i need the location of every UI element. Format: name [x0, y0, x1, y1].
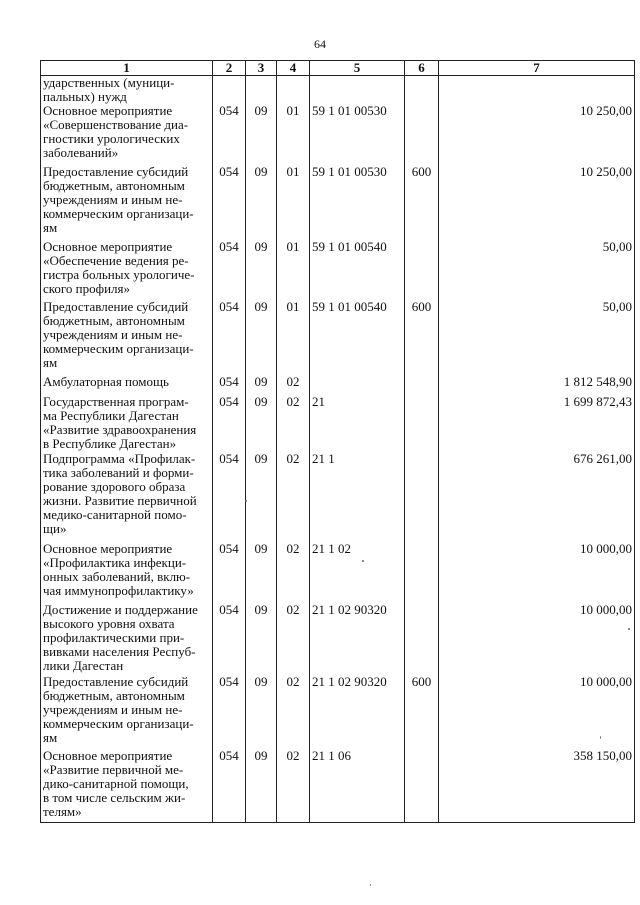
row-section-text: 09 [254, 300, 268, 314]
row-section [246, 675, 277, 749]
row-admin-code [213, 104, 246, 165]
row-subsection-text: 01 [286, 165, 300, 179]
row-expense-type-text: 600 [411, 165, 432, 179]
row-description-text: Предоставление субсидий бюджетным, автономным учреждениям и иным не- коммерческим организаци- ям [43, 165, 194, 235]
row-description [41, 395, 213, 452]
scan-speck [362, 560, 364, 562]
scan-speck [370, 884, 371, 886]
row-expense-type-text: 600 [411, 300, 432, 314]
row-expense-type [405, 104, 439, 165]
row-subsection-text: 02 [286, 395, 300, 409]
row-expense-type-text: 600 [411, 675, 432, 689]
row-section [246, 749, 277, 822]
row-amount-text: 10 000,00 [580, 675, 632, 689]
row-amount [439, 675, 635, 749]
row-section-text: 09 [254, 542, 268, 556]
row-target-article-text: 59 1 01 00530 [312, 165, 387, 179]
row-amount-text: 10 250,00 [580, 104, 632, 118]
row-admin-code-text: 054 [219, 395, 239, 409]
scan-speck [600, 736, 601, 739]
row-section-text: 09 [254, 375, 268, 389]
row-subsection [277, 76, 310, 105]
row-expense-type [405, 375, 439, 395]
row-amount-text: 358 150,00 [573, 749, 632, 763]
table-row [41, 165, 635, 240]
row-section-text: 09 [254, 104, 268, 118]
row-description [41, 375, 213, 395]
row-subsection-text: 01 [286, 300, 300, 314]
row-admin-code [213, 300, 246, 375]
row-description [41, 675, 213, 749]
row-amount [439, 165, 635, 240]
table-row [41, 104, 635, 165]
row-admin-code-text: 054 [219, 165, 239, 179]
row-admin-code-text: 054 [219, 300, 239, 314]
row-expense-type [405, 395, 439, 452]
row-subsection-text: 02 [286, 603, 300, 617]
row-admin-code [213, 675, 246, 749]
row-subsection [277, 375, 310, 395]
table-row [41, 395, 635, 452]
row-subsection [277, 240, 310, 300]
row-target-article-text: 21 1 02 [312, 542, 351, 556]
row-expense-type [405, 240, 439, 300]
row-target-article [310, 165, 405, 240]
col-header-1: 1 [41, 61, 213, 76]
row-admin-code-text: 054 [219, 603, 239, 617]
row-subsection-text: 02 [286, 542, 300, 556]
col-header-4: 4 [277, 61, 310, 76]
row-expense-type [405, 76, 439, 105]
table-row [41, 76, 635, 105]
row-amount-text: 10 000,00 [580, 603, 632, 617]
row-target-article-text: 21 1 02 90320 [312, 603, 387, 617]
row-amount-text: 50,00 [602, 300, 632, 314]
table-row [41, 375, 635, 395]
row-amount-text: 10 250,00 [580, 165, 632, 179]
row-expense-type [405, 452, 439, 542]
row-admin-code-text: 054 [219, 375, 239, 389]
row-target-article-text: 59 1 01 00540 [312, 240, 387, 254]
row-admin-code [213, 76, 246, 105]
row-admin-code [213, 452, 246, 542]
row-subsection [277, 165, 310, 240]
row-section [246, 375, 277, 395]
row-target-article [310, 375, 405, 395]
row-description [41, 542, 213, 603]
row-target-article-text: 21 [312, 395, 325, 409]
row-description-text: Амбулаторная помощь [43, 375, 169, 389]
row-description [41, 104, 213, 165]
row-expense-type [405, 603, 439, 675]
row-section [246, 452, 277, 542]
scan-speck [628, 628, 630, 630]
table-row [41, 675, 635, 749]
row-amount [439, 542, 635, 603]
row-admin-code [213, 375, 246, 395]
row-target-article [310, 452, 405, 542]
scan-speck [245, 500, 247, 502]
row-description [41, 749, 213, 822]
row-target-article [310, 240, 405, 300]
row-description [41, 603, 213, 675]
row-description-text: Государственная програм- ма Республики Дагестан «Развитие здравоохранения в Республике Дагестан» [43, 395, 197, 451]
row-admin-code [213, 395, 246, 452]
row-admin-code-text: 054 [219, 542, 239, 556]
table-row [41, 452, 635, 542]
row-section [246, 104, 277, 165]
row-target-article-text: 21 1 [312, 452, 335, 466]
row-amount-text: 50,00 [602, 240, 632, 254]
row-description-text: Основное мероприятие «Профилактика инфекци- онных заболеваний, вклю- чая иммунопрофилактику» [43, 542, 194, 598]
row-expense-type [405, 749, 439, 822]
table-row [41, 300, 635, 375]
row-subsection [277, 452, 310, 542]
row-section-text: 09 [254, 749, 268, 763]
row-section-text: 09 [254, 452, 268, 466]
row-section [246, 76, 277, 105]
col-header-7: 7 [439, 61, 635, 76]
row-amount [439, 300, 635, 375]
row-amount [439, 76, 635, 105]
col-header-2: 2 [213, 61, 246, 76]
row-target-article [310, 300, 405, 375]
row-subsection [277, 749, 310, 822]
row-section [246, 603, 277, 675]
row-section [246, 542, 277, 603]
row-section [246, 165, 277, 240]
row-subsection [277, 395, 310, 452]
row-section-text: 09 [254, 165, 268, 179]
row-target-article [310, 104, 405, 165]
row-description-text: ударственных (муници- пальных) нужд [43, 75, 175, 104]
row-section-text: 09 [254, 395, 268, 409]
header-row [41, 61, 635, 76]
row-amount [439, 240, 635, 300]
page-number: 64 [314, 37, 326, 51]
row-section [246, 240, 277, 300]
col-header-6: 6 [405, 61, 439, 76]
row-description-text: Подпрограмма «Профилак- тика заболеваний и форми- рование здорового образа жизни. Развитие первичной медико-санитарной помо- щи» [43, 452, 197, 536]
row-section [246, 300, 277, 375]
row-subsection [277, 542, 310, 603]
row-amount [439, 104, 635, 165]
row-subsection-text: 01 [286, 104, 300, 118]
row-target-article-text: 59 1 01 00540 [312, 300, 387, 314]
table-row [41, 603, 635, 675]
row-expense-type [405, 300, 439, 375]
row-target-article-text: 59 1 01 00530 [312, 104, 387, 118]
row-admin-code [213, 603, 246, 675]
row-expense-type [405, 542, 439, 603]
row-description-text: Достижение и поддержание высокого уровня охвата профилактическими при- вивками населения Респуб- лики Дагестан [43, 603, 198, 673]
row-amount-text: 676 261,00 [573, 452, 632, 466]
row-expense-type [405, 165, 439, 240]
row-amount [439, 395, 635, 452]
row-description-text: Основное мероприятие «Совершенствование диа- гностики урологических заболеваний» [43, 104, 189, 160]
row-admin-code [213, 165, 246, 240]
row-description [41, 240, 213, 300]
row-subsection-text: 01 [286, 240, 300, 254]
row-subsection [277, 300, 310, 375]
row-amount [439, 749, 635, 822]
row-subsection-text: 02 [286, 749, 300, 763]
row-admin-code-text: 054 [219, 675, 239, 689]
row-target-article [310, 603, 405, 675]
row-section-text: 09 [254, 675, 268, 689]
row-description [41, 300, 213, 375]
row-target-article-text: 21 1 02 90320 [312, 675, 387, 689]
row-description-text: Основное мероприятие «Развитие первичной ме- дико-санитарной помощи, в том числе сельским жи- телям» [43, 749, 189, 819]
row-admin-code-text: 054 [219, 452, 239, 466]
row-description-text: Предоставление субсидий бюджетным, автономным учреждениям и иным не- коммерческим организаци- ям [43, 300, 194, 370]
row-admin-code-text: 054 [219, 749, 239, 763]
table-row [41, 542, 635, 603]
row-description [41, 165, 213, 240]
row-admin-code-text: 054 [219, 104, 239, 118]
row-admin-code [213, 749, 246, 822]
row-subsection-text: 02 [286, 452, 300, 466]
row-description-text: Основное мероприятие «Обеспечение ведения ре- гистра больных урологиче- ского профиля» [43, 240, 195, 296]
row-admin-code [213, 240, 246, 300]
row-description [41, 452, 213, 542]
row-admin-code-text: 054 [219, 240, 239, 254]
row-section [246, 395, 277, 452]
row-target-article [310, 76, 405, 105]
row-target-article [310, 675, 405, 749]
row-description [41, 76, 213, 105]
row-amount [439, 603, 635, 675]
row-amount-text: 1 812 548,90 [563, 375, 632, 389]
row-target-article-text: 21 1 06 [312, 749, 351, 763]
row-subsection [277, 603, 310, 675]
row-target-article [310, 542, 405, 603]
row-target-article [310, 749, 405, 822]
row-expense-type [405, 675, 439, 749]
row-target-article [310, 395, 405, 452]
table-row [41, 749, 635, 822]
row-subsection [277, 675, 310, 749]
row-amount [439, 375, 635, 395]
col-header-3: 3 [246, 61, 277, 76]
row-subsection-text: 02 [286, 675, 300, 689]
row-amount-text: 10 000,00 [580, 542, 632, 556]
row-subsection-text: 02 [286, 375, 300, 389]
row-amount [439, 452, 635, 542]
budget-table [40, 60, 635, 823]
table-row [41, 240, 635, 300]
row-section-text: 09 [254, 240, 268, 254]
col-header-5: 5 [310, 61, 405, 76]
row-amount-text: 1 699 872,43 [563, 395, 632, 409]
row-subsection [277, 104, 310, 165]
row-description-text: Предоставление субсидий бюджетным, автономным учреждениям и иным не- коммерческим организаци- ям [43, 675, 194, 745]
row-admin-code [213, 542, 246, 603]
row-section-text: 09 [254, 603, 268, 617]
